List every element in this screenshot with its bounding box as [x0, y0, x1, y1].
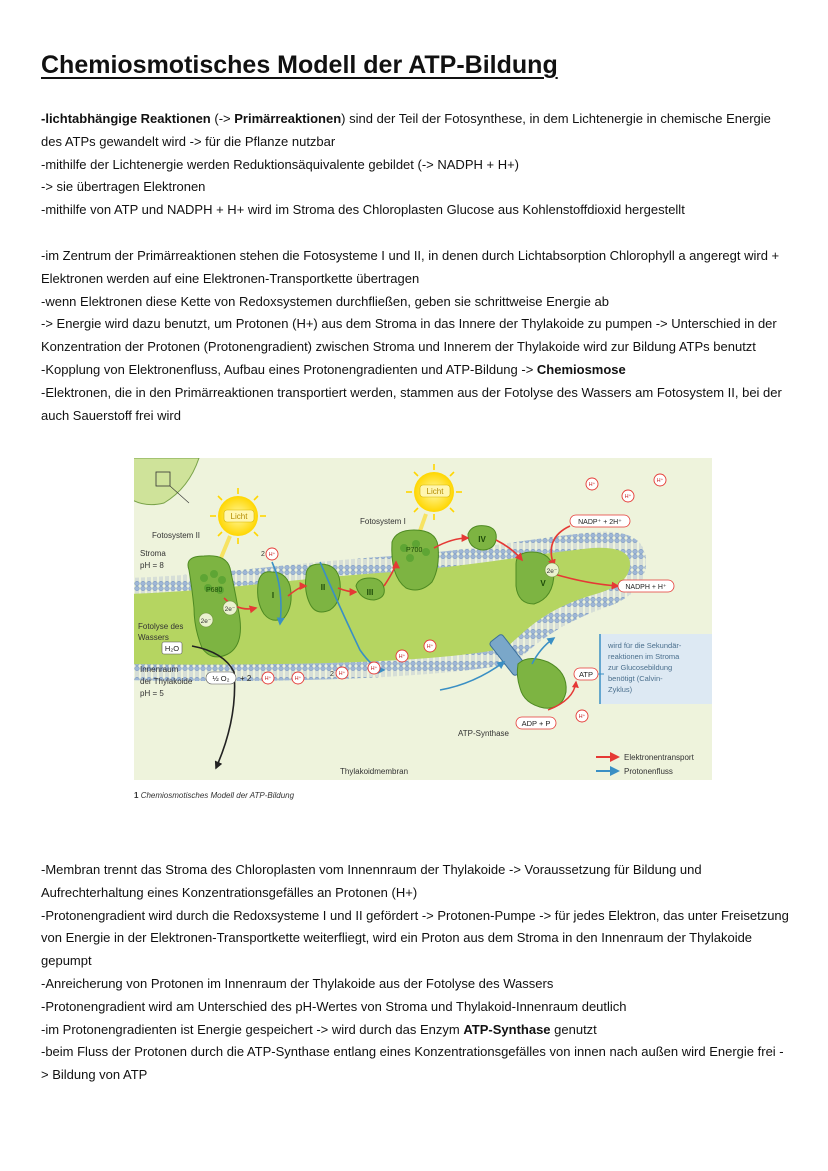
- paragraph: -Membran trennt das Stroma des Chloroplasten vom Innennraum der Thylakoide -> Voraussetzung für Bildung und Aufrechterhaltung eines Konzentrationsgefälles an Protonen (H+): [41, 862, 702, 900]
- innenraum-label: Innenraum: [140, 665, 179, 674]
- svg-text:H⁺: H⁺: [426, 644, 434, 650]
- legend-proton: Protonenfluss: [624, 767, 673, 776]
- term-primaerreaktionen: Primärreaktionen: [234, 111, 342, 126]
- wassers-label: Wassers: [138, 633, 169, 642]
- two-label: 2: [330, 671, 334, 678]
- nadph-label: NADPH + H⁺: [625, 584, 667, 591]
- o2-label: ½ O₂: [212, 674, 230, 683]
- paragraph: -> sie übertragen Elektronen: [41, 179, 206, 195]
- paragraph: -Elektronen, die in den Primärreaktionen transportiert werden, stammen aus der Fotolyse des Wassers am Fotosystem II, bei der auch Sauerstoff frei wird: [41, 384, 782, 423]
- electron-badge: [545, 563, 559, 577]
- paragraph: -Kopplung von Elektronenfluss, Aufbau eines Protonengradienten und ATP-Bildung -> Chemiosmose: [41, 361, 626, 377]
- svg-text:2e⁻: 2e⁻: [546, 568, 558, 575]
- section-3: [41, 859, 791, 1087]
- roman-v: V: [540, 579, 546, 588]
- roman-ii: II: [320, 583, 326, 592]
- svg-text:H⁺: H⁺: [656, 478, 664, 484]
- thylakoidmembran-label: Thylakoidmembran: [340, 767, 409, 776]
- svg-text:2e⁻: 2e⁻: [224, 606, 236, 613]
- info-line: wird für die Sekundär-: [608, 641, 682, 650]
- p700-label: P700: [406, 547, 423, 554]
- paragraph: -mithilfe von ATP und NADPH + H+ wird im Stroma des Chloroplasten Glucose aus Kohlenstoffdioxid hergestellt: [41, 202, 685, 218]
- term-chemiosmose: Chemiosmose: [536, 361, 626, 377]
- nadp-label: NADP⁺ + 2H⁺: [578, 519, 622, 526]
- svg-text:2e⁻: 2e⁻: [200, 618, 212, 625]
- electron-badge: [223, 601, 237, 615]
- electron-badge: [199, 613, 213, 627]
- paragraph: -im Zentrum der Primärreaktionen stehen die Fotosysteme I und II, in denen durch Lichtabsorption Chlorophyll a angeregt wird + Elektronen werden auf eine Elektronen-Transportkette übertragen: [41, 248, 780, 286]
- figure-caption: [134, 791, 294, 800]
- chemiosmosis-diagram: [134, 458, 712, 780]
- innenraum-label-2: der Thylakoide: [140, 677, 193, 686]
- svg-text:H⁺: H⁺: [588, 482, 596, 488]
- ph-stroma-label: pH = 8: [140, 561, 164, 570]
- paragraph: -wenn Elektronen diese Kette von Redoxsystemen durchfließen, geben sie schrittweise Energie ab: [41, 293, 609, 309]
- svg-text:H⁺: H⁺: [578, 714, 586, 720]
- fotosystem-i-label: Fotosystem I: [360, 517, 406, 526]
- info-line: reaktionen im Stroma: [608, 652, 680, 661]
- info-line: zur Glucosebildung: [608, 663, 673, 672]
- svg-text:H⁺: H⁺: [294, 676, 302, 682]
- caption-text: Chemiosmotisches Modell der ATP-Bildung: [140, 791, 295, 800]
- svg-text:H⁺: H⁺: [264, 676, 272, 682]
- licht-label: Licht: [426, 487, 444, 496]
- fotosystem-ii-label: Fotosystem II: [152, 531, 201, 540]
- paragraph: -beim Fluss der Protonen durch die ATP-Synthase entlang eines Konzentrationsgefälles von innen nach außen wird Energie frei -> Bildung von ATP: [41, 1044, 784, 1083]
- term-lichtabhaengige-reaktionen: -lichtabhängige Reaktionen: [41, 111, 211, 126]
- paragraph: -im Protonengradienten ist Energie gespeichert -> wird durch das Enzym ATP-Synthase genutzt: [41, 1021, 597, 1037]
- roman-i: I: [271, 591, 275, 600]
- stroma-label: Stroma: [140, 549, 166, 558]
- section-1: [41, 108, 791, 222]
- plus-two-label: + 2: [240, 674, 252, 683]
- paragraph: -mithilfe der Lichtenergie werden Reduktionsäquivalente gebildet (-> NADPH + H+): [41, 156, 519, 172]
- info-line: benötigt (Calvin-: [608, 674, 663, 683]
- paragraph: -Anreicherung von Protonen im Innenraum der Thylakoide aus der Fotolyse des Wassers: [41, 975, 554, 991]
- legend-electron: Elektronentransport: [624, 753, 694, 762]
- paragraph: -Protonengradient wird am Unterschied des pH-Wertes von Stroma und Thylakoid-Innenraum deutlich: [41, 998, 627, 1014]
- svg-text:H⁺: H⁺: [398, 654, 406, 660]
- paragraph: -Protonengradient wird durch die Redoxsysteme I und II gefördert -> Protonen-Pumpe -> für jedes Elektron, das unter Freisetzung von Energie in der Elektronen-Transportkette weiterfliegt, wird ein Proton aus dem Stroma in den Innenraum der Thylakoide gepumpt: [41, 907, 789, 969]
- licht-label: Licht: [230, 512, 248, 521]
- atp-label: ATP: [578, 670, 594, 679]
- h2o-label: H₂O: [164, 644, 180, 653]
- caption-number: 1: [134, 791, 139, 800]
- roman-iii: III: [366, 588, 374, 597]
- ph-innen-label: pH = 5: [140, 689, 164, 698]
- fotolyse-label: Fotolyse des: [138, 622, 184, 631]
- p680-label: P680: [206, 587, 223, 594]
- section-2: [41, 245, 791, 427]
- info-line: Zyklus): [608, 685, 633, 694]
- atp-synthase-label: ATP-Synthase: [458, 729, 509, 738]
- paragraph: -lichtabhängige Reaktionen (-> Primärreaktionen) sind der Teil der Fotosynthese, in dem Lichtenergie in chemische Energie des ATPs gewandelt wird -> für die Pflanze nutzbar: [41, 111, 771, 149]
- roman-iv: IV: [478, 535, 486, 544]
- svg-text:H⁺: H⁺: [268, 552, 276, 558]
- svg-text:H⁺: H⁺: [624, 494, 632, 500]
- two-label: 2: [261, 551, 265, 558]
- adp-label: ADP + P: [521, 719, 551, 728]
- term-atp-synthase: ATP-Synthase: [463, 1021, 551, 1037]
- svg-text:H⁺: H⁺: [338, 671, 346, 677]
- page-title: Chemiosmotisches Modell der ATP-Bildung: [41, 51, 558, 79]
- svg-text:H⁺: H⁺: [370, 666, 378, 672]
- paragraph: -> Energie wird dazu benutzt, um Protonen (H+) aus dem Stroma in das Innere der Thylakoide zu pumpen -> Unterschied in der Konzentration der Protonen (Protonengradient) zwischen Stroma und Innerem der Thylakoide wird zur Bildung ATPs benutzt: [41, 316, 777, 355]
